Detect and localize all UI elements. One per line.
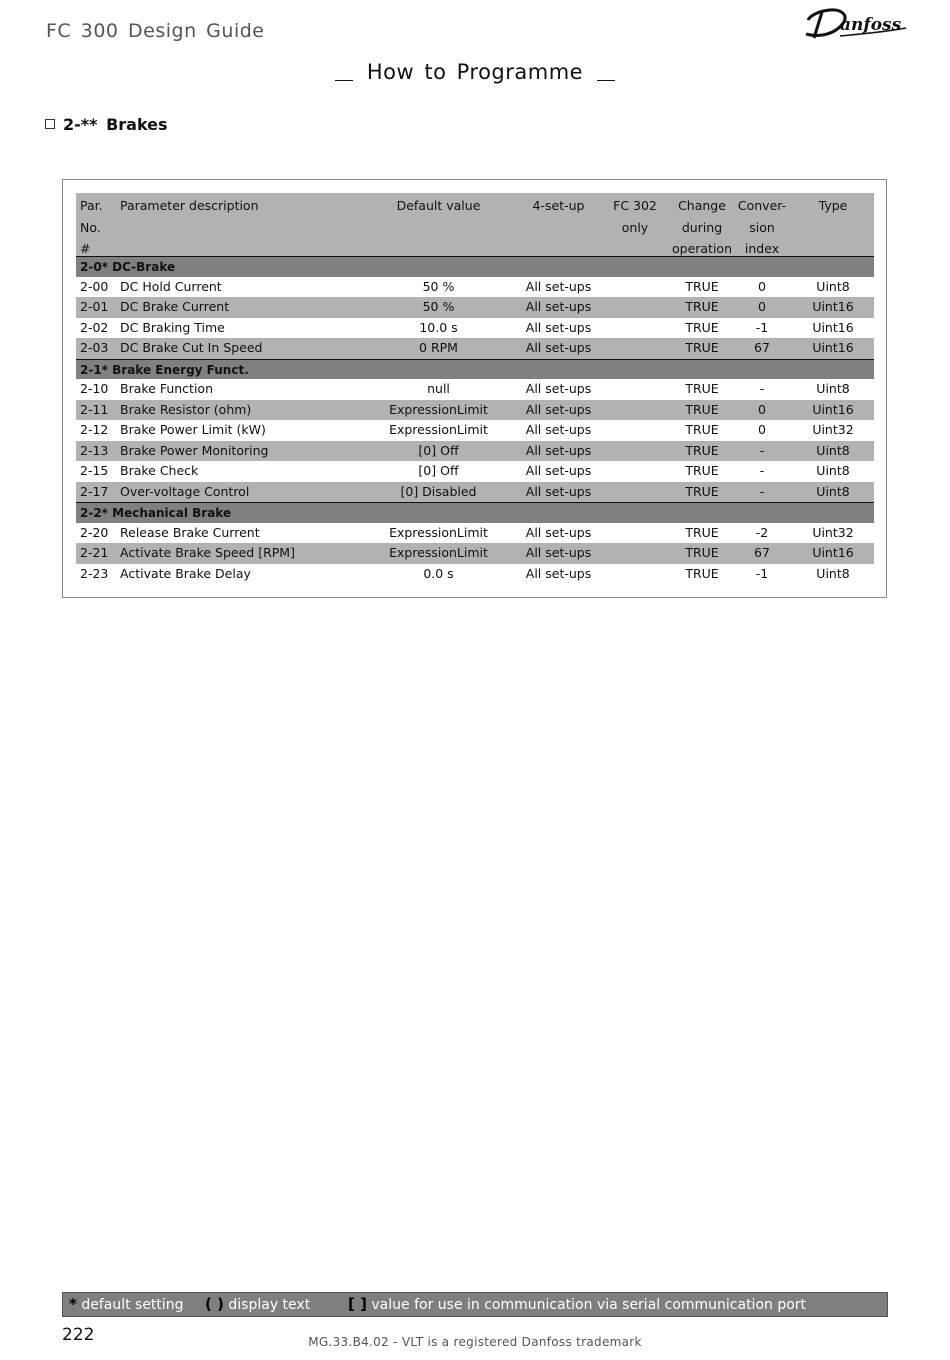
cell-par-no: 2-15 (80, 463, 109, 478)
header-text: during (681, 219, 723, 235)
cell-description: Brake Function (120, 381, 213, 396)
cell-set-up: All set-ups (525, 401, 592, 417)
cell-conversion-index: 67 (754, 545, 770, 560)
header-change-during-operation (668, 195, 736, 260)
header-text: only (621, 219, 649, 235)
table-row (76, 441, 874, 462)
header-set-up: 4-set-up (532, 198, 585, 213)
cell-par-no: 2-01 (80, 299, 109, 314)
danfoss-logo (800, 4, 910, 44)
cell-set-up: All set-ups (525, 565, 592, 581)
cell-par-no: 2-23 (80, 565, 109, 581)
cell-conversion-index: - (759, 442, 765, 458)
cell-default-value: ExpressionLimit (389, 545, 488, 560)
legend-text: default setting (81, 1297, 184, 1313)
cell-change-during-operation: TRUE (685, 483, 719, 499)
cell-type: Uint16 (812, 340, 854, 355)
cell-default-value: [0] Off (418, 442, 459, 458)
cell-default-value: ExpressionLimit (389, 524, 488, 540)
cell-change-during-operation: TRUE (685, 463, 719, 478)
cell-change-during-operation: TRUE (685, 442, 719, 458)
cell-default-value: 10.0 s (419, 319, 458, 335)
heading-dash-left (335, 80, 353, 81)
cell-default-value: null (427, 381, 450, 396)
cell-default-value: [0] Disabled (400, 483, 477, 499)
cell-description: Brake Resistor (ohm) (120, 401, 252, 417)
cell-set-up: All set-ups (525, 524, 592, 540)
cell-description: Brake Power Monitoring (120, 442, 269, 458)
cell-par-no: 2-03 (80, 340, 109, 355)
table-row (76, 523, 874, 544)
cell-par-no: 2-02 (80, 319, 109, 335)
cell-default-value: 0.0 s (423, 565, 454, 581)
header-text: Conver- (737, 198, 787, 213)
document-title: FC 300 Design Guide (46, 20, 265, 42)
svg-text:anfoss: anfoss (840, 15, 902, 35)
cell-type: Uint16 (812, 319, 854, 335)
cell-description: Over-voltage Control (120, 483, 250, 499)
cell-par-no: 2-10 (80, 381, 109, 396)
cell-default-value: [0] Off (418, 463, 459, 478)
cell-change-during-operation: TRUE (685, 422, 719, 437)
section-heading (45, 115, 168, 134)
table-row (76, 338, 874, 359)
section-box-icon (45, 119, 55, 129)
cell-description: Activate Brake Speed [RPM] (120, 545, 295, 560)
cell-par-no: 2-12 (80, 422, 109, 437)
cell-conversion-index: - (759, 381, 765, 396)
cell-change-during-operation: TRUE (685, 319, 719, 335)
legend-text: value for use in communication via serial communication port (371, 1297, 807, 1313)
cell-set-up: All set-ups (525, 340, 592, 355)
legend-bar (62, 1292, 888, 1317)
table-row (76, 543, 874, 564)
cell-default-value: 50 % (422, 278, 455, 294)
cell-default-value: 50 % (422, 299, 455, 314)
cell-set-up: All set-ups (525, 319, 592, 335)
cell-description: DC Brake Cut In Speed (120, 340, 263, 355)
cell-type: Uint16 (812, 401, 854, 417)
table-row (76, 379, 874, 400)
cell-type: Uint8 (816, 278, 850, 294)
table-row (76, 461, 874, 482)
cell-conversion-index: - (759, 483, 765, 499)
trademark-note: MG.33.B4.02 - VLT is a registered Danfoss trademark (308, 1335, 642, 1349)
group-header: 2-2* Mechanical Brake (76, 502, 874, 523)
cell-conversion-index: 0 (758, 299, 766, 314)
cell-conversion-index: 67 (754, 340, 770, 355)
cell-type: Uint8 (816, 463, 850, 478)
cell-change-during-operation: TRUE (685, 278, 719, 294)
cell-par-no: 2-17 (80, 483, 109, 499)
group-header: 2-0* DC-Brake (76, 256, 874, 277)
parameter-table (76, 193, 874, 584)
cell-description: Release Brake Current (120, 524, 260, 540)
cell-default-value: ExpressionLimit (389, 401, 488, 417)
cell-type: Uint16 (812, 299, 854, 314)
cell-type: Uint8 (816, 565, 850, 581)
cell-conversion-index: -1 (755, 319, 769, 335)
header-text: Par. (80, 198, 103, 213)
cell-set-up: All set-ups (525, 422, 592, 437)
cell-par-no: 2-21 (80, 545, 109, 560)
header-text: sion (749, 219, 775, 235)
cell-description: Brake Power Limit (kW) (120, 422, 266, 437)
legend-default (69, 1293, 184, 1317)
cell-set-up: All set-ups (525, 442, 592, 458)
header-fc302-only (606, 195, 664, 238)
cell-change-during-operation: TRUE (685, 381, 719, 396)
header-text: No. (80, 219, 101, 235)
chapter-title: How to Programme (366, 60, 584, 84)
header-default-value: Default value (396, 198, 481, 213)
table-header (76, 193, 874, 256)
cell-conversion-index: -1 (755, 565, 769, 581)
cell-conversion-index: 0 (758, 401, 766, 417)
header-par-no (80, 195, 103, 260)
cell-change-during-operation: TRUE (685, 340, 719, 355)
legend-communication (348, 1293, 806, 1317)
brackets-icon: [ ] (348, 1295, 367, 1313)
header-text: # (80, 241, 91, 256)
cell-conversion-index: - (759, 463, 765, 478)
table-row (76, 297, 874, 318)
cell-description: DC Brake Current (120, 299, 230, 314)
cell-type: Uint32 (812, 524, 854, 540)
cell-par-no: 2-20 (80, 524, 109, 540)
table-body (76, 256, 874, 584)
cell-type: Uint8 (816, 442, 850, 458)
cell-set-up: All set-ups (525, 299, 592, 314)
asterisk-icon: * (69, 1295, 77, 1313)
table-row (76, 420, 874, 441)
cell-description: DC Braking Time (120, 319, 225, 335)
group-header: 2-1* Brake Energy Funct. (76, 359, 874, 380)
cell-change-during-operation: TRUE (685, 299, 719, 314)
table-row (76, 318, 874, 339)
cell-type: Uint16 (812, 545, 854, 560)
cell-set-up: All set-ups (525, 483, 592, 499)
parentheses-icon: ( ) (205, 1295, 224, 1313)
cell-description: Activate Brake Delay (120, 565, 251, 581)
cell-conversion-index: -2 (755, 524, 769, 540)
header-text: Change (678, 198, 726, 213)
cell-set-up: All set-ups (525, 381, 592, 396)
cell-description: DC Hold Current (120, 278, 222, 294)
cell-par-no: 2-00 (80, 278, 109, 294)
header-text: FC 302 (613, 198, 657, 213)
cell-type: Uint8 (816, 381, 850, 396)
cell-default-value: 0 RPM (419, 340, 458, 355)
cell-change-during-operation: TRUE (685, 565, 719, 581)
cell-change-during-operation: TRUE (685, 545, 719, 560)
cell-conversion-index: 0 (758, 422, 766, 437)
header-text: index (744, 241, 780, 256)
heading-dash-right (597, 80, 615, 81)
header-conversion-index (732, 195, 792, 260)
cell-change-during-operation: TRUE (685, 401, 719, 417)
header-description: Parameter description (120, 198, 259, 213)
page-number: 222 (62, 1325, 95, 1345)
header-text: operation (671, 241, 733, 256)
cell-par-no: 2-11 (80, 401, 109, 417)
legend-text: display text (228, 1297, 311, 1313)
header-type: Type (818, 198, 848, 213)
table-row (76, 277, 874, 298)
table-row (76, 482, 874, 503)
cell-set-up: All set-ups (525, 545, 592, 560)
legend-display (205, 1293, 310, 1317)
cell-change-during-operation: TRUE (685, 524, 719, 540)
chapter-heading (0, 60, 950, 84)
cell-type: Uint8 (816, 483, 850, 499)
cell-default-value: ExpressionLimit (389, 422, 488, 437)
table-row (76, 564, 874, 585)
cell-par-no: 2-13 (80, 442, 109, 458)
cell-set-up: All set-ups (525, 278, 592, 294)
section-title: 2-** Brakes (63, 115, 168, 134)
cell-conversion-index: 0 (758, 278, 766, 294)
cell-type: Uint32 (812, 422, 854, 437)
cell-set-up: All set-ups (525, 463, 592, 478)
cell-description: Brake Check (120, 463, 199, 478)
table-row (76, 400, 874, 421)
